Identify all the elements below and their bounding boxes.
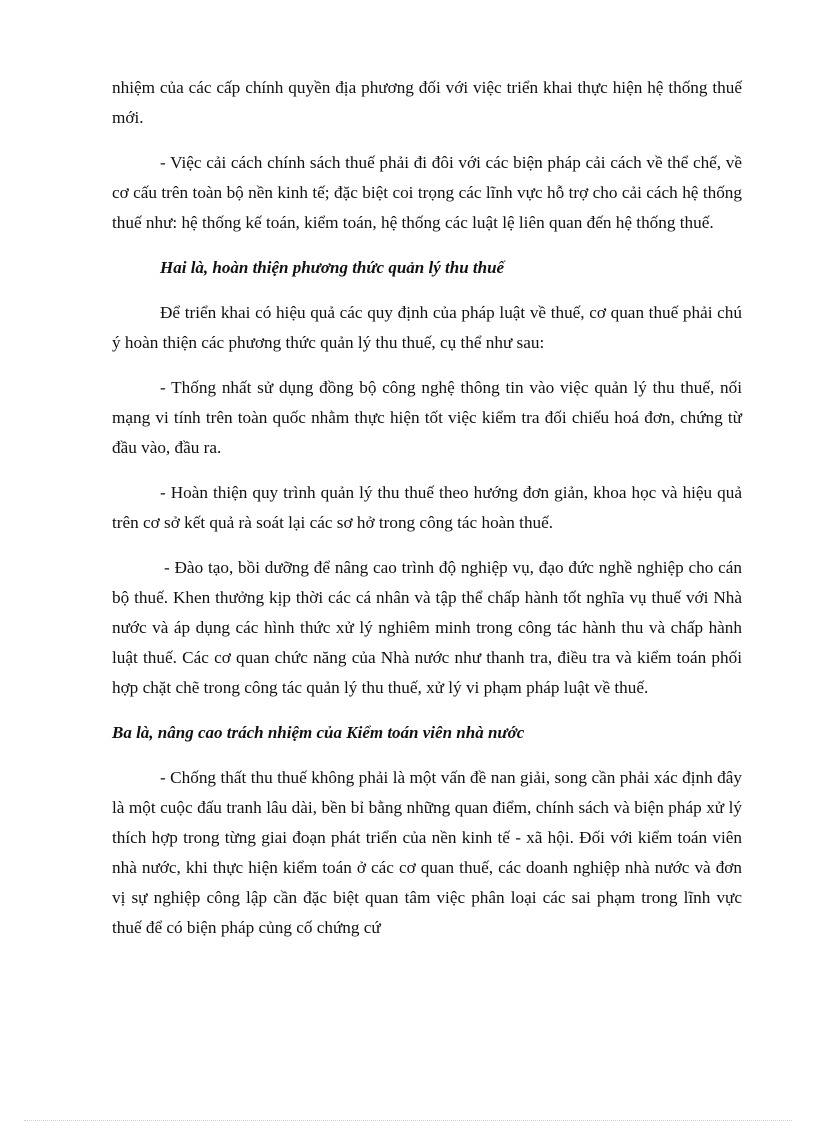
document-page xyxy=(112,73,742,943)
section-heading-auditor-responsibility: Ba là, nâng cao trách nhiệm của Kiểm toán viên nhà nước xyxy=(112,723,525,742)
paragraph-tax-management-intro: Để triển khai có hiệu quả các quy định của pháp luật về thuế, cơ quan thuế phải chú ý hoàn thiện các phương thức quản lý thu thuế, cụ thể như sau: xyxy=(112,303,742,352)
page-bottom-divider xyxy=(24,1120,792,1121)
paragraph-anti-tax-loss: - Chống thất thu thuế không phải là một vấn đề nan giải, song cần phải xác định đây là một cuộc đấu tranh lâu dài, bền bỉ bằng những quan điểm, chính sách và biện pháp xử lý thích hợp trong từng giai đoạn phát triển của nền kinh tế - xã hội. Đối với kiểm toán viên nhà nước, khi thực hiện kiểm toán ở các cơ quan thuế, các doanh nghiệp nhà nước và đơn vị sự nghiệp công lập cần đặc biệt quan tâm việc phân loại các sai phạm trong lĩnh vực thuế để có biện pháp củng cố chứng cứ xyxy=(112,768,742,937)
section-heading-tax-management: Hai là, hoàn thiện phương thức quản lý thu thuế xyxy=(160,258,505,277)
paragraph-continuation: nhiệm của các cấp chính quyền địa phương đối với việc triển khai thực hiện hệ thống thuế mới. xyxy=(112,78,742,127)
paragraph-tax-reform-institutions: - Việc cải cách chính sách thuế phải đi đôi với các biện pháp cải cách về thể chế, về cơ cấu trên toàn bộ nền kinh tế; đặc biệt coi trọng các lĩnh vực hỗ trợ cho cải cách hệ thống thuế như: hệ thống kế toán, kiểm toán, hệ thống các luật lệ liên quan đến hệ thống thuế. xyxy=(112,153,742,232)
paragraph-information-technology: - Thống nhất sử dụng đồng bộ công nghệ thông tin vào việc quản lý thu thuế, nối mạng vi tính trên toàn quốc nhằm thực hiện tốt việc kiểm tra đối chiếu hoá đơn, chứng từ đầu vào, đầu ra. xyxy=(112,378,742,457)
paragraph-training: - Đào tạo, bồi dưỡng để nâng cao trình độ nghiệp vụ, đạo đức nghề nghiệp cho cán bộ thuế. Khen thưởng kịp thời các cá nhân và tập thể chấp hành tốt nghĩa vụ thuế với Nhà nước và áp dụng các hình thức xử lý nghiêm minh trong công tác hành thu và chấp hành luật thuế. Các cơ quan chức năng của Nhà nước như thanh tra, điều tra và kiểm toán phối hợp chặt chẽ trong công tác quản lý thu thuế, xử lý vi phạm pháp luật về thuế. xyxy=(112,558,742,697)
paragraph-collection-process: - Hoàn thiện quy trình quản lý thu thuế theo hướng đơn giản, khoa học và hiệu quả trên cơ sở kết quả rà soát lại các sơ hở trong công tác hoàn thuế. xyxy=(112,483,742,532)
